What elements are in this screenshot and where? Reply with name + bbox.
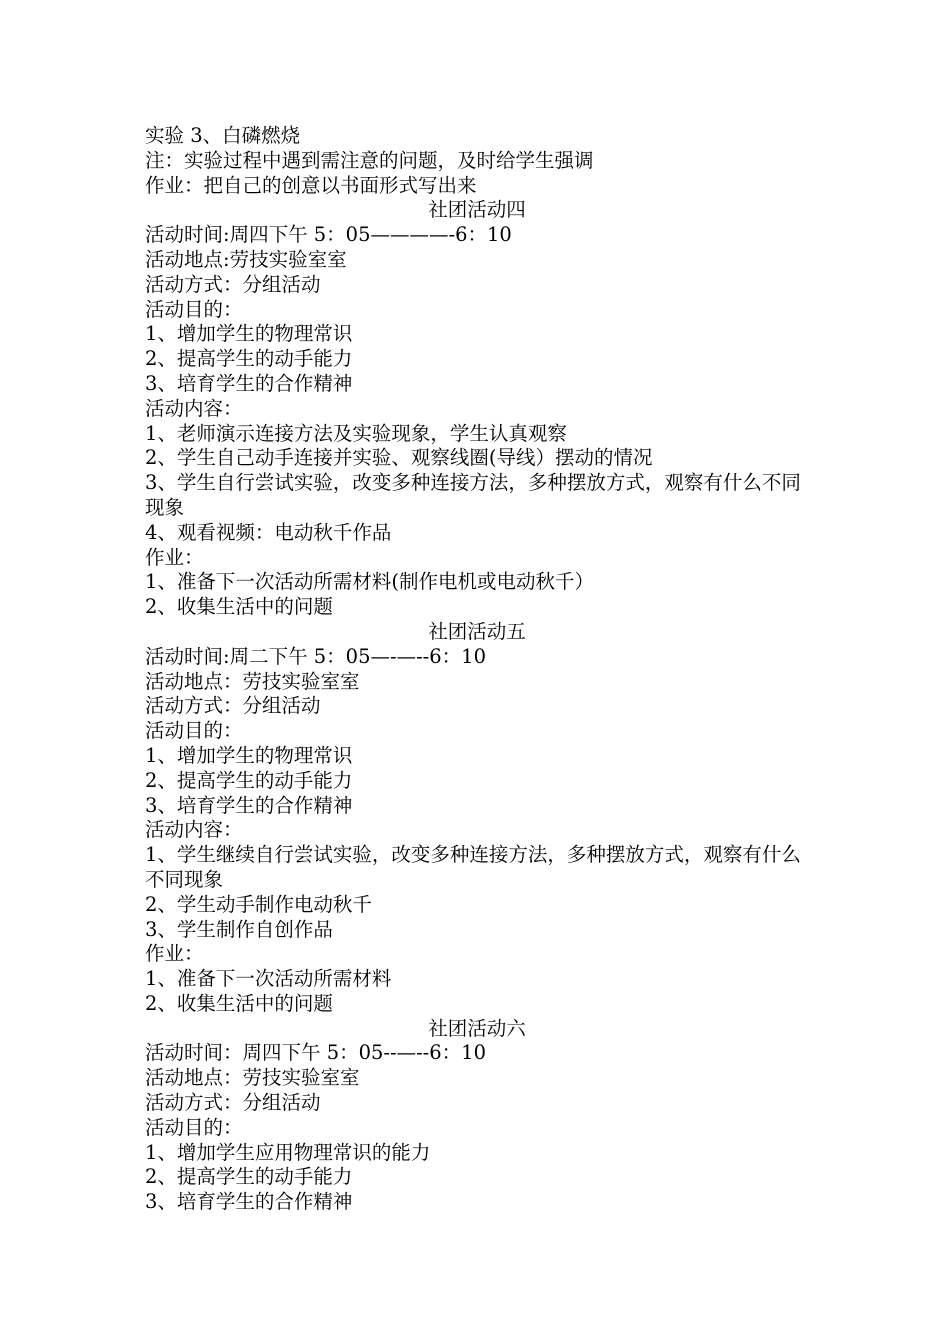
document-body	[145, 124, 809, 1215]
section-line: 1、增加学生的物理常识	[145, 743, 353, 767]
section-line: 1、准备下一次活动所需材料(制作电机或电动秋千）	[145, 570, 595, 594]
section-line: 活动地点：劳技实验室室	[145, 669, 360, 693]
section-line: 2、学生动手制作电动秋千	[145, 892, 372, 916]
section-line: 2、收集生活中的问题	[145, 595, 333, 619]
section-title: 社团活动六	[428, 1016, 526, 1040]
section-line: 4、观看视频：电动秋千作品	[145, 520, 392, 544]
section-line: 活动方式：分组活动	[145, 1091, 321, 1115]
section-line: 2、收集生活中的问题	[145, 991, 333, 1015]
section-line: 2、提高学生的动手能力	[145, 1165, 353, 1189]
section-line: 3、学生制作自创作品	[145, 917, 333, 941]
section-line: 3、培育学生的合作精神	[145, 793, 353, 817]
section-line: 活动目的：	[145, 297, 243, 321]
section-line: 活动时间：周四下午 5：05--—--6：10	[145, 1041, 486, 1065]
section-line: 1、学生继续自行尝试实验，改变多种连接方法，多种摆放方式，观察有什么不同现象	[145, 843, 801, 891]
section-line: 活动时间:周四下午 5：05————-6：10	[145, 223, 512, 247]
section-title: 社团活动四	[428, 198, 526, 222]
section-line: 3、培育学生的合作精神	[145, 371, 353, 395]
section-line: 活动地点:劳技实验室室	[145, 247, 347, 271]
section-title: 社团活动五	[428, 619, 526, 643]
section-line: 活动时间:周二下午 5：05—-—--6：10	[145, 644, 486, 668]
section-line: 活动地点：劳技实验室室	[145, 1066, 360, 1090]
section-line: 活动方式：分组活动	[145, 694, 321, 718]
section-line: 1、准备下一次活动所需材料	[145, 967, 392, 991]
section-line: 2、提高学生的动手能力	[145, 347, 353, 371]
intro-line-note: 注：实验过程中遇到需注意的问题，及时给学生强调	[145, 148, 594, 172]
section-line: 活动目的：	[145, 719, 243, 743]
section-line: 2、学生自己动手连接并实验、观察线圈(导线）摆动的情况	[145, 446, 653, 470]
section-line: 1、老师演示连接方法及实验现象，学生认真观察	[145, 421, 567, 445]
section-line: 3、培育学生的合作精神	[145, 1190, 353, 1214]
section-line: 活动内容：	[145, 396, 243, 420]
section-line: 1、增加学生应用物理常识的能力	[145, 1140, 431, 1164]
section-line: 1、增加学生的物理常识	[145, 322, 353, 346]
section-line: 活动方式：分组活动	[145, 272, 321, 296]
section-line: 3、学生自行尝试实验，改变多种连接方法，多种摆放方式，观察有什么不同现象	[145, 471, 801, 519]
section-line: 活动内容：	[145, 818, 243, 842]
section-line: 2、提高学生的动手能力	[145, 768, 353, 792]
section-line: 作业：	[145, 942, 204, 966]
section-line: 作业：	[145, 545, 204, 569]
intro-line-experiment: 实验 3、白磷燃烧	[145, 124, 301, 147]
intro-line-homework: 作业：把自己的创意以书面形式写出来	[145, 173, 477, 197]
section-line: 活动目的：	[145, 1115, 243, 1139]
